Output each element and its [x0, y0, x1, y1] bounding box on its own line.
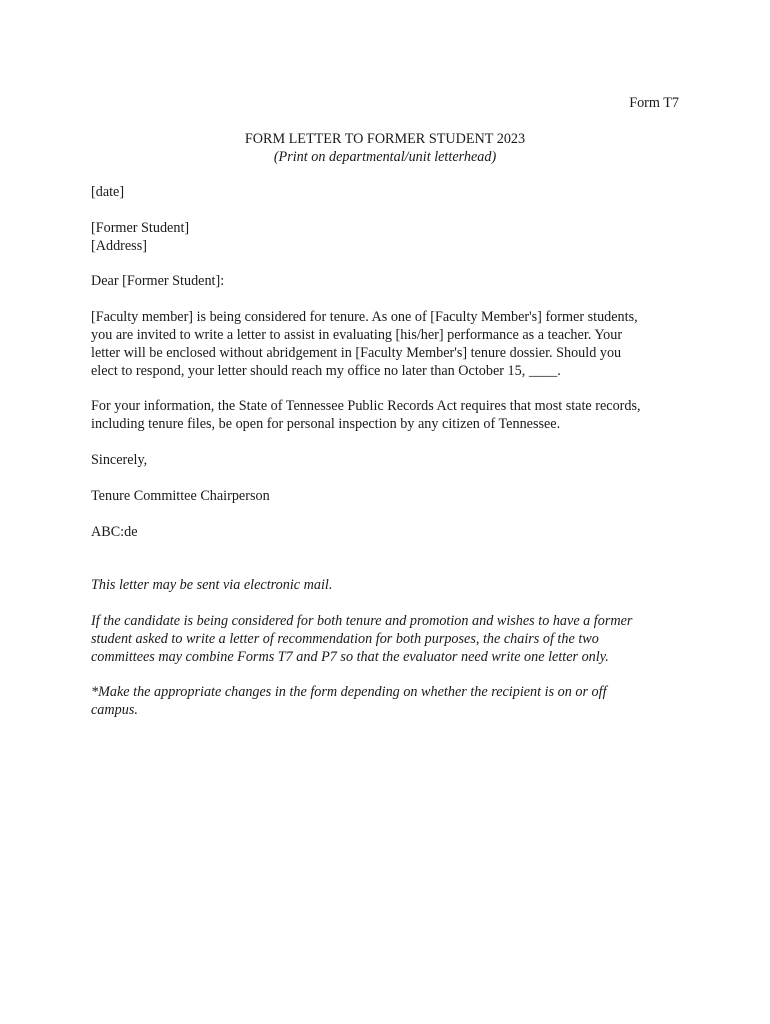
- note-line: student asked to write a letter of recommendation for both purposes, the chairs of the two: [91, 631, 599, 647]
- letter-heading: [0, 130, 770, 166]
- paragraph-public-records: [91, 397, 686, 433]
- paragraph-line: you are invited to write a letter to assist in evaluating [his/her] performance as a teacher. Your: [91, 327, 623, 343]
- paragraph-line: For your information, the State of Tennessee Public Records Act requires that most state records,: [91, 398, 641, 414]
- note-combined-forms: [91, 612, 686, 666]
- paragraph-intro: [91, 308, 686, 380]
- note-line: campus.: [91, 702, 138, 718]
- signer-title: Tenure Committee Chairperson: [91, 488, 270, 504]
- date-placeholder: [date]: [91, 184, 125, 200]
- note-line: If the candidate is being considered for both tenure and promotion and wishes to have a former: [91, 613, 633, 629]
- note-recipient-location: [91, 683, 686, 719]
- closing: Sincerely,: [91, 452, 148, 468]
- page-subtitle: (Print on departmental/unit letterhead): [273, 149, 497, 165]
- paragraph-line: elect to respond, your letter should reach my office no later than October 15, ____.: [91, 363, 561, 379]
- recipient-name: [Former Student]: [91, 220, 190, 236]
- form-label: Form T7: [629, 95, 679, 111]
- recipient-address: [91, 219, 686, 255]
- paragraph-line: [Faculty member] is being considered for tenure. As one of [Faculty Member's] former students,: [91, 309, 638, 325]
- paragraph-line: including tenure files, be open for personal inspection by any citizen of Tennessee.: [91, 416, 561, 432]
- note-electronic-mail: This letter may be sent via electronic mail.: [91, 577, 333, 593]
- recipient-address-line: [Address]: [91, 238, 147, 254]
- paragraph-line: letter will be enclosed without abridgement in [Faculty Member's] tenure dossier. Should you: [91, 345, 622, 361]
- note-line: committees may combine Forms T7 and P7 so that the evaluator need write one letter only.: [91, 649, 609, 665]
- reference-initials: ABC:de: [91, 524, 138, 540]
- note-line: *Make the appropriate changes in the form depending on whether the recipient is on or off: [91, 684, 607, 700]
- page-title: FORM LETTER TO FORMER STUDENT 2023: [244, 131, 526, 147]
- salutation: Dear [Former Student]:: [91, 273, 225, 289]
